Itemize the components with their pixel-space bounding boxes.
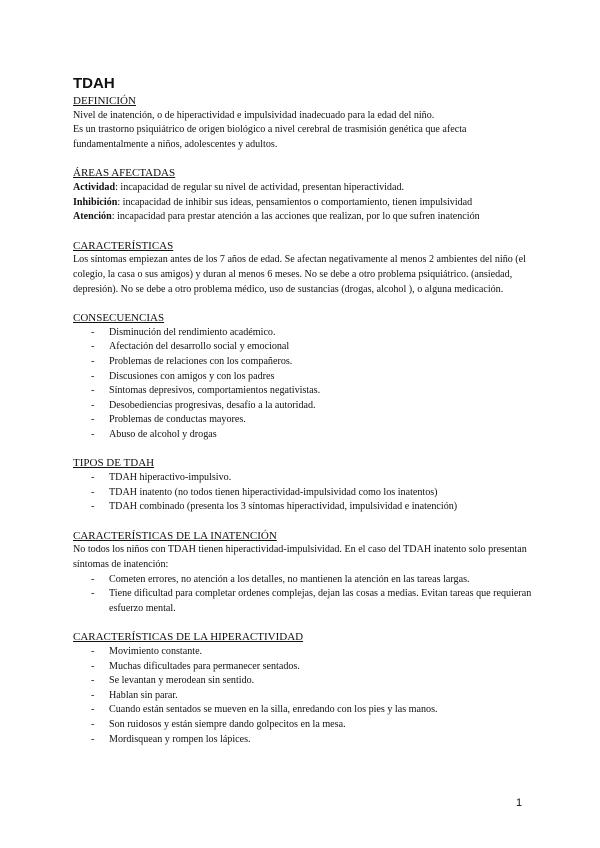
list-item: - TDAH hiperactivo-impulsivo.: [73, 471, 533, 486]
inatencion-list: [73, 573, 533, 617]
list-item: - Hablan sin parar.: [73, 689, 533, 704]
list-item: - Muchas dificultades para permanecer sentados.: [73, 660, 533, 675]
caracteristicas-text: Los síntomas empiezan antes de los 7 años de edad. Se afectan negativamente al menos 2 ambientes del niño (el colegio, la casa o sus amigos) y duran al menos 6 meses. No se debe a otro problema psiquiátrico. (ansiedad, depresión). No se debe a otro problema médico, uso de sustancias (drogas, alcohol ), o alguna medicación.: [73, 254, 526, 295]
section-caracteristicas: [73, 239, 533, 297]
list-item: - Mordisquean y rompen los lápices.: [73, 733, 533, 748]
area-actividad: [73, 181, 533, 196]
section-definicion: [73, 94, 533, 152]
section-hiperactividad: [73, 630, 533, 747]
list-item: - Tiene dificultad para completar ordenes complejas, dejan las cosas a medias. Evitan tareas que requieran esfuerzo mental.: [73, 587, 533, 616]
inatencion-text: No todos los niños con TDAH tienen hiperactividad-impulsividad. En el caso del TDAH inatento solo presentan síntomas de inatención:: [73, 544, 527, 571]
heading-tipos: TIPOS DE TDAH: [73, 457, 155, 470]
document-page: [73, 74, 533, 747]
section-tipos: [73, 456, 533, 514]
text-actividad: : incapacidad de regular su nivel de actividad, presentan hiperactividad.: [115, 181, 405, 193]
list-item: - Problemas de relaciones con los compañeros.: [73, 355, 533, 370]
area-atencion: [73, 210, 533, 225]
list-item: - TDAH inatento (no todos tienen hiperactividad-impulsividad como los inatentos): [73, 486, 533, 501]
heading-hiperactividad: CARACTERÍSTICAS DE LA HIPERACTIVIDAD: [73, 631, 304, 644]
list-item: - Cometen errores, no atención a los detalles, no mantienen la atención en las tareas largas.: [73, 573, 533, 588]
list-item: - Movimiento constante.: [73, 645, 533, 660]
list-item: - Desobediencias progresivas, desafío a la autoridad.: [73, 399, 533, 414]
list-item: - Son ruidosos y están siempre dando golpecitos en la mesa.: [73, 718, 533, 733]
text-inhibicion: : incapacidad de inhibir sus ideas, pensamientos o comportamiento, tienen impulsividad: [117, 196, 473, 208]
list-item: - Disminución del rendimiento académico.: [73, 326, 533, 341]
section-inatencion: [73, 529, 533, 617]
heading-definicion: DEFINICIÓN: [73, 95, 136, 107]
definicion-line-1: Nivel de inatención, o de hiperactividad e impulsividad inadecuado para la edad del niño.: [73, 109, 435, 121]
term-inhibicion: Inhibición: [73, 196, 118, 208]
list-item: - Abuso de alcohol y drogas: [73, 428, 533, 443]
consecuencias-list: [73, 326, 533, 443]
document-title: TDAH: [73, 75, 115, 92]
list-item: - TDAH combinado (presenta los 3 síntomas hiperactividad, impulsividad e inatención): [73, 500, 533, 515]
list-item: - Se levantan y merodean sin sentido.: [73, 674, 533, 689]
section-areas: [73, 166, 533, 224]
term-atencion: Atención: [73, 211, 112, 223]
list-item: - Cuando están sentados se mueven en la silla, enredando con los pies y las manos.: [73, 703, 533, 718]
list-item: - Afectación del desarrollo social y emocional: [73, 340, 533, 355]
heading-inatencion: CARACTERÍSTICAS DE LA INATENCIÓN: [73, 529, 277, 542]
heading-consecuencias: CONSECUENCIAS: [73, 312, 165, 325]
list-item: - Problemas de conductas mayores.: [73, 413, 533, 428]
section-consecuencias: [73, 311, 533, 442]
hiperactividad-list: [73, 645, 533, 747]
heading-areas: ÁREAS AFECTADAS: [73, 167, 176, 180]
heading-caracteristicas: CARACTERÍSTICAS: [73, 239, 174, 252]
page-number: 1: [516, 797, 523, 809]
tipos-list: [73, 471, 533, 515]
area-inhibicion: [73, 196, 533, 211]
term-actividad: Actividad: [73, 181, 116, 193]
list-item: - Síntomas depresivos, comportamientos negativistas.: [73, 384, 533, 399]
definicion-line-2: Es un trastorno psiquiátrico de origen biológico a nivel cerebral de trasmisión genética que afecta fundamentalmente a niños, adolescentes y adultos.: [73, 124, 467, 150]
text-atencion: : incapacidad para prestar atención a las acciones que realizan, por lo que sufren inatención: [111, 211, 480, 223]
list-item: - Discusiones con amigos y con los padres: [73, 370, 533, 385]
